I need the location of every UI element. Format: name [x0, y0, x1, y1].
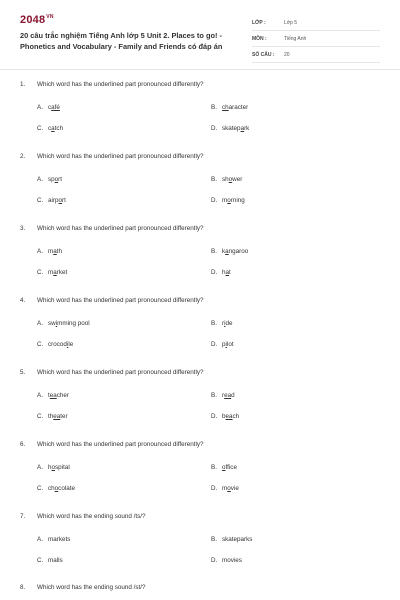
word-part: ffice	[225, 464, 237, 471]
option-word	[48, 341, 73, 348]
option-word	[222, 392, 235, 399]
word-part: aracter	[228, 104, 249, 111]
option-letter: C.	[37, 413, 44, 420]
meta-value: Tiếng Anh	[284, 36, 307, 42]
word-part: sp	[48, 176, 55, 183]
option-letter: B.	[211, 464, 217, 471]
question-text	[20, 81, 204, 88]
question-prompt: Which word has the underlined part pronounced differently?	[37, 369, 204, 376]
underlined-part: o	[51, 464, 56, 471]
option-letter: A.	[37, 464, 43, 471]
word-part: sw	[48, 320, 56, 327]
word-part: m	[48, 248, 54, 255]
question-text	[20, 225, 204, 232]
word-part: skateparks	[222, 536, 253, 543]
option-word	[222, 248, 248, 255]
question-prompt: Which word has the ending sound /st/?	[37, 584, 146, 591]
option-letter: C.	[37, 485, 44, 492]
word-part: rk	[244, 125, 250, 132]
question-text	[20, 513, 146, 520]
underlined-part: a	[240, 125, 245, 132]
answer-option[interactable]	[37, 320, 90, 327]
underlined-part: a	[225, 269, 230, 276]
word-part: cher	[56, 392, 70, 399]
underlined-part: i	[224, 320, 226, 327]
word-part: malls	[48, 557, 63, 564]
answer-option[interactable]	[211, 341, 234, 348]
meta-row-subject	[252, 33, 380, 47]
option-letter: B.	[211, 104, 217, 111]
underlined-part: ch	[222, 104, 229, 111]
answer-option[interactable]	[37, 104, 60, 111]
answer-option[interactable]	[37, 413, 68, 420]
option-word	[48, 248, 62, 255]
option-word	[222, 320, 233, 327]
answer-option[interactable]	[37, 197, 66, 204]
question-prompt: Which word has the underlined part pronounced differently?	[37, 81, 204, 88]
option-word	[222, 485, 239, 492]
word-part: r	[222, 392, 225, 399]
option-word	[48, 197, 66, 204]
meta-value: 20	[284, 52, 290, 58]
option-word	[222, 557, 242, 564]
answer-option[interactable]	[211, 464, 237, 471]
option-letter: B.	[211, 176, 217, 183]
question-number: 5.	[20, 369, 26, 376]
answer-option[interactable]	[211, 125, 249, 132]
answer-option[interactable]	[37, 536, 70, 543]
question-number: 1.	[20, 81, 26, 88]
option-word	[222, 125, 249, 132]
word-part: m	[222, 197, 228, 204]
word-part: rt	[58, 176, 63, 183]
word-part: ter	[60, 413, 68, 420]
meta-row-count	[252, 49, 380, 63]
underlined-part: i	[55, 320, 58, 327]
option-letter: A.	[37, 536, 43, 543]
word-part: h	[222, 269, 226, 276]
question-text	[20, 297, 204, 304]
word-part: spital	[55, 464, 70, 471]
word-part: m	[48, 269, 54, 276]
answer-option[interactable]	[37, 176, 62, 183]
option-letter: C.	[37, 269, 44, 276]
word-part: de	[225, 320, 233, 327]
word-part: skatep	[222, 125, 241, 132]
answer-option[interactable]	[211, 248, 248, 255]
word-part: movies	[222, 557, 242, 564]
word-part: ngaroo	[228, 248, 249, 255]
option-letter: D.	[211, 485, 218, 492]
option-word	[222, 413, 239, 420]
question-prompt: Which word has the underlined part pronounced differently?	[37, 225, 204, 232]
answer-option[interactable]	[211, 269, 231, 276]
option-word	[222, 104, 248, 111]
word-part: ch	[232, 413, 240, 420]
word-part: c	[48, 125, 52, 132]
option-letter: C.	[37, 341, 44, 348]
word-part: h	[48, 464, 52, 471]
option-word	[222, 341, 234, 348]
word-part: rning	[230, 197, 245, 204]
answer-option[interactable]	[211, 104, 248, 111]
underlined-part: o	[54, 176, 59, 183]
answer-option[interactable]	[211, 485, 239, 492]
answer-option[interactable]	[211, 320, 233, 327]
word-part: le	[68, 341, 74, 348]
question-text	[20, 584, 146, 591]
word-part: tch	[54, 125, 64, 132]
word-part: mming pool	[57, 320, 90, 327]
answer-option[interactable]	[211, 413, 239, 420]
option-letter: A.	[37, 320, 43, 327]
option-letter: D.	[211, 197, 218, 204]
option-word	[48, 104, 60, 111]
answer-option[interactable]	[37, 341, 73, 348]
question-text	[20, 153, 204, 160]
document-header	[0, 0, 400, 70]
underlined-part: o	[228, 176, 233, 183]
meta-label: LỚP :	[252, 20, 266, 26]
meta-label: MÔN :	[252, 36, 267, 42]
answer-option[interactable]	[211, 176, 242, 183]
option-word	[48, 413, 68, 420]
meta-info	[252, 17, 380, 65]
option-word	[48, 557, 63, 564]
option-letter: A.	[37, 392, 43, 399]
option-letter: B.	[211, 320, 217, 327]
answer-option[interactable]	[211, 536, 252, 543]
option-letter: B.	[211, 392, 217, 399]
word-part: airp	[48, 197, 59, 204]
option-letter: D.	[211, 125, 218, 132]
page-title: 20 câu trắc nghiệm Tiếng Anh lớp 5 Unit 2. Places to go! - Phonetics and Vocabulary - Family and Friends có đáp án	[20, 31, 223, 51]
underlined-part: o	[58, 197, 63, 204]
underlined-part: o	[54, 485, 59, 492]
option-word	[222, 536, 252, 543]
word-part: k	[222, 248, 226, 255]
option-word	[222, 197, 245, 204]
question-number: 4.	[20, 297, 26, 304]
meta-value: Lớp 5	[284, 20, 298, 26]
question-text	[20, 369, 204, 376]
option-letter: C.	[37, 197, 44, 204]
word-part: d	[231, 392, 235, 399]
answer-option[interactable]	[37, 485, 75, 492]
meta-row-class	[252, 17, 380, 31]
option-letter: A.	[37, 248, 43, 255]
option-letter: D.	[211, 269, 218, 276]
question-number: 3.	[20, 225, 26, 232]
word-part: m	[222, 485, 228, 492]
option-letter: B.	[211, 248, 217, 255]
underlined-part: ea	[53, 413, 61, 420]
underlined-part: ea	[225, 413, 233, 420]
option-letter: C.	[37, 125, 44, 132]
option-letter: A.	[37, 104, 43, 111]
underlined-part: ea	[224, 392, 232, 399]
word-part: crocod	[48, 341, 67, 348]
option-word	[222, 176, 242, 183]
option-word	[48, 464, 70, 471]
question-prompt: Which word has the ending sound /ts/?	[37, 513, 146, 520]
word-part: colate	[58, 485, 75, 492]
underlined-part: a	[53, 269, 57, 276]
answer-option[interactable]	[37, 557, 63, 564]
word-part: rket	[56, 269, 68, 276]
word-part: lot	[226, 341, 234, 348]
answer-option[interactable]	[37, 248, 62, 255]
option-word	[222, 269, 231, 276]
option-letter: D.	[211, 557, 218, 564]
option-letter: C.	[37, 557, 44, 564]
underlined-part: i	[225, 341, 227, 348]
option-word	[48, 392, 69, 399]
word-part: p	[222, 341, 226, 348]
option-letter: D.	[211, 413, 218, 420]
underlined-part: o	[227, 485, 231, 492]
question-number: 6.	[20, 441, 26, 448]
option-word	[48, 485, 75, 492]
word-part: t	[48, 392, 50, 399]
underlined-part: a	[225, 248, 229, 255]
meta-label: SỐ CÂU :	[252, 52, 275, 58]
option-word	[48, 536, 70, 543]
option-letter: B.	[211, 536, 217, 543]
site-logo[interactable]: $2048^{VN}$	[20, 14, 54, 26]
word-part: th	[56, 248, 63, 255]
word-part: c	[48, 104, 52, 111]
word-part: b	[222, 413, 226, 420]
answer-option[interactable]	[211, 392, 235, 399]
option-word	[48, 269, 67, 276]
question-number: 7.	[20, 513, 26, 520]
word-part: rt	[62, 197, 66, 204]
word-part: vie	[230, 485, 239, 492]
question-number: 8.	[20, 584, 26, 591]
question-prompt: Which word has the underlined part pronounced differently?	[37, 297, 204, 304]
underlined-part: afé	[51, 104, 60, 111]
word-part: th	[48, 413, 54, 420]
option-word	[48, 176, 62, 183]
answer-option[interactable]	[37, 125, 63, 132]
underlined-part: ea	[49, 392, 57, 399]
word-part: wer	[232, 176, 243, 183]
question-prompt: Which word has the underlined part pronounced differently?	[37, 441, 204, 448]
underlined-part: a	[53, 248, 57, 255]
underlined-part: o	[227, 197, 231, 204]
underlined-part: a	[51, 125, 55, 132]
word-part: r	[222, 320, 225, 327]
option-letter: D.	[211, 341, 218, 348]
answer-option[interactable]	[37, 464, 70, 471]
option-letter: A.	[37, 176, 43, 183]
word-part: ch	[48, 485, 55, 492]
question-number: 2.	[20, 153, 26, 160]
option-word	[48, 125, 63, 132]
word-part: sh	[222, 176, 229, 183]
word-part: markets	[48, 536, 71, 543]
answer-option[interactable]	[37, 269, 67, 276]
word-part: t	[229, 269, 231, 276]
option-word	[48, 320, 90, 327]
answer-option[interactable]	[211, 557, 242, 564]
option-word	[222, 464, 237, 471]
underlined-part: i	[66, 341, 69, 348]
underlined-part: o	[222, 464, 226, 471]
header-divider	[0, 69, 400, 70]
question-text	[20, 441, 204, 448]
answer-option[interactable]	[37, 392, 69, 399]
answer-option[interactable]	[211, 197, 245, 204]
question-prompt: Which word has the underlined part pronounced differently?	[37, 153, 204, 160]
